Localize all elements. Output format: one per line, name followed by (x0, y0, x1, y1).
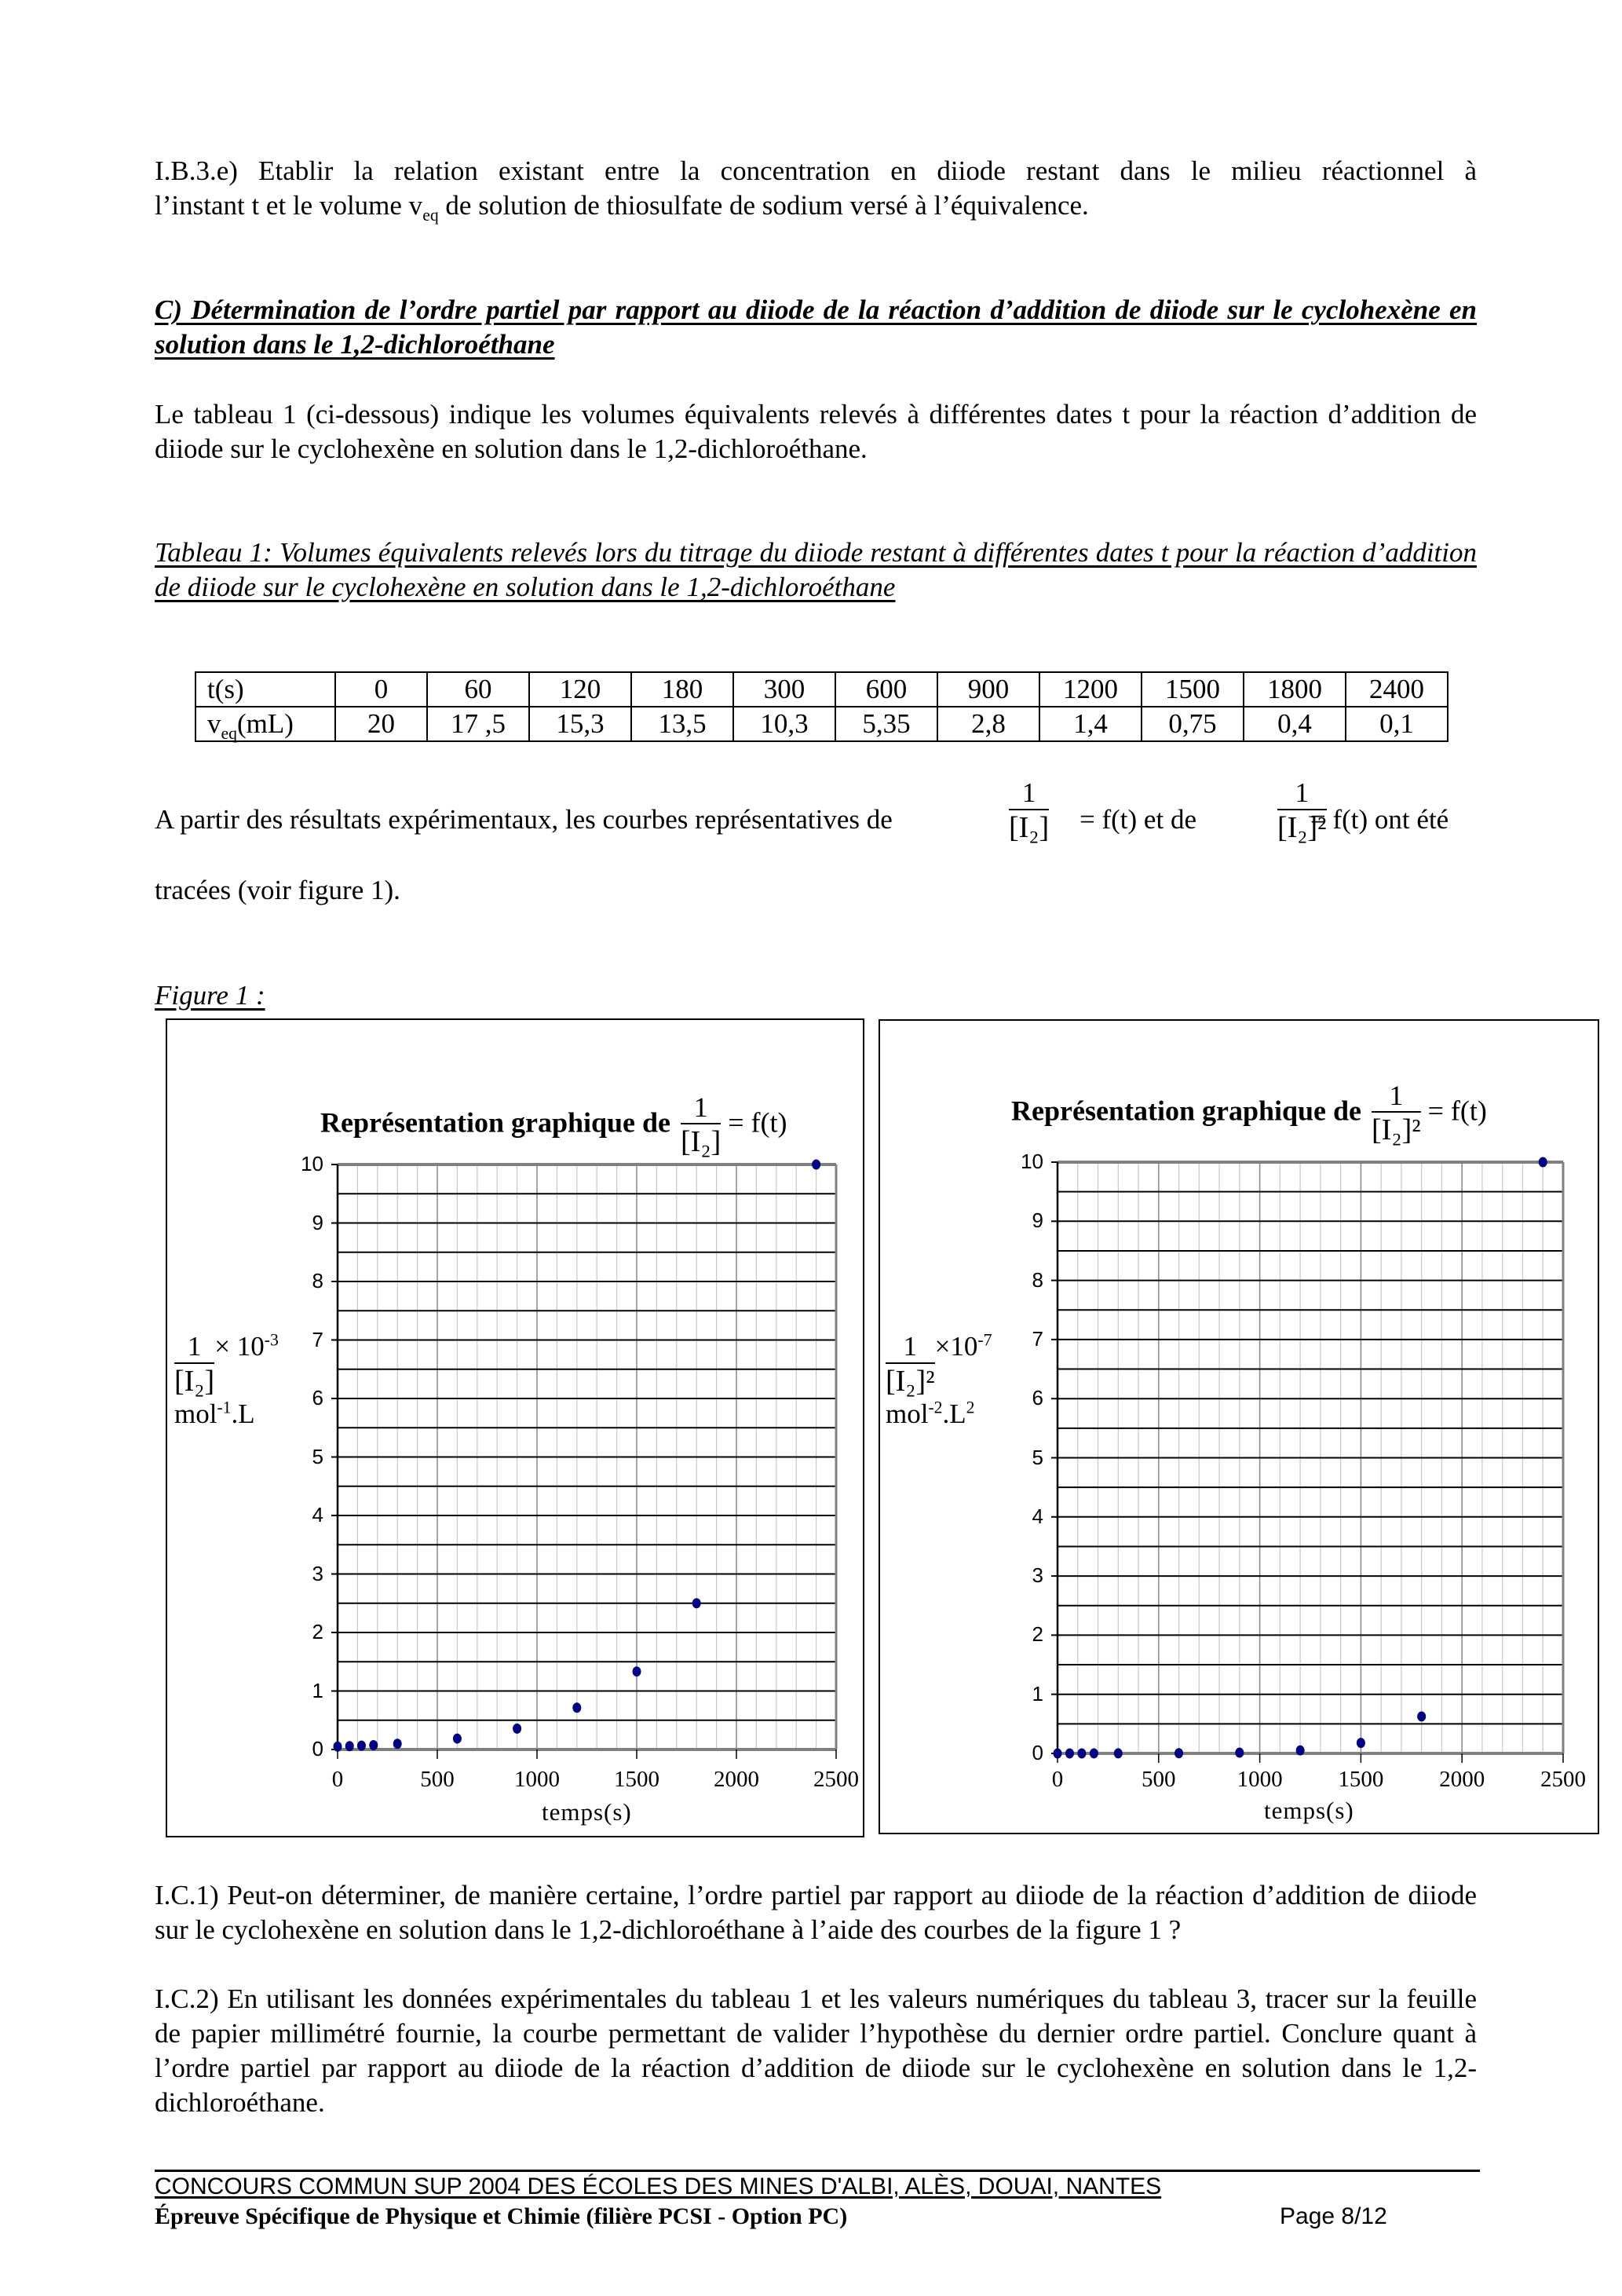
y-tick-label: 1 (1032, 1681, 1043, 1706)
x-tick-label: 1500 (614, 1767, 659, 1792)
data-point (1417, 1711, 1426, 1721)
section-heading: C) Détermination de l’ordre partiel par rapport au diiode de la réaction d’addition de diiode sur le cyclohexène en solution dans le 1,2-dichloroéthane (155, 294, 1477, 360)
data-point (1174, 1748, 1183, 1758)
chart2-xlabel: temps(s) (1264, 1797, 1354, 1824)
table-cell-veq: 0,75 (1142, 707, 1244, 741)
table-cell-t: 1500 (1142, 672, 1244, 707)
y-tick-label: 10 (301, 1152, 323, 1175)
data-point (1054, 1748, 1062, 1758)
table-cell-t: 300 (733, 672, 835, 707)
footer-divider (155, 2170, 1480, 2172)
x-tick-label: 500 (420, 1767, 455, 1792)
y-tick-label: 5 (1032, 1445, 1043, 1469)
footer-contest: CONCOURS COMMUN SUP 2004 DES ÉCOLES DES MINES D'ALBI, ALÈS, DOUAI, NANTES (155, 2174, 1162, 2199)
table-cell-t: 1200 (1039, 672, 1142, 707)
question-IC1: I.C.1) Peut-on déterminer, de manière certaine, l’ordre partiel par rapport au diiode de la réaction d’addition de diiode sur le cyclohexène en solution dans le 1,2-dichloroéthane à l’aide des courbes de la figure 1 ? (155, 1880, 1477, 1945)
y-tick-label: 7 (1032, 1326, 1043, 1351)
table-cell-t: 2400 (1346, 672, 1448, 707)
x-tick-label: 2500 (1540, 1767, 1586, 1792)
table-cell-veq: 17 ,5 (427, 707, 529, 741)
y-tick-label: 4 (312, 1503, 323, 1526)
x-tick-label: 500 (1142, 1767, 1176, 1792)
subscript-eq: eq (422, 206, 439, 225)
data-point (1296, 1746, 1305, 1756)
table-cell-t: 0 (335, 672, 427, 707)
curves-paragraph-line2: tracées (voir figure 1). (155, 875, 400, 905)
table-cell-t: 900 (937, 672, 1039, 707)
table-cell-t: 180 (631, 672, 733, 707)
data-point (1114, 1748, 1123, 1758)
question-text-line2: l’instant t et le volume v (155, 190, 423, 221)
table-cell-veq: 0,4 (1244, 707, 1346, 741)
chart1-xlabel: temps(s) (542, 1798, 632, 1826)
footer-exam: Épreuve Spécifique de Physique et Chimie (filière PCSI - Option PC) (155, 2203, 848, 2229)
x-tick-label: 0 (1051, 1767, 1064, 1792)
row-header-t: t(s) (195, 672, 335, 707)
y-tick-label: 7 (312, 1327, 323, 1351)
chart2-title: Représentation graphique de $\frac{1}{\text{[I₂]²}}$ = f(t) (1011, 1080, 1487, 1146)
table-cell-veq: 15,3 (529, 707, 631, 741)
table-cell-t: 600 (835, 672, 937, 707)
y-tick-label: 2 (312, 1620, 323, 1643)
y-tick-label: 8 (1032, 1267, 1043, 1292)
y-tick-label: 6 (1032, 1386, 1043, 1410)
data-point (1235, 1748, 1244, 1758)
y-tick-label: 2 (1032, 1622, 1043, 1647)
question-text-line2b: de solution de thiosulfate de sodium versé à l’équivalence. (438, 190, 1089, 221)
data-point (1077, 1748, 1086, 1758)
curves-text-part3: = f(t) ont été (1310, 804, 1449, 835)
y-tick-label: 1 (312, 1678, 323, 1702)
question-IC2: I.C.2) En utilisant les données expérimentales du tableau 1 et les valeurs numériques du tableau 3, tracer sur la feuille de papier millimétré fournie, la courbe permettant de valider l’hypothèse du dernier ordre partiel. Conclure quant à l’ordre partiel par rapport au diiode de la réaction d’addition de diiode sur le cyclohexène en solution dans le 1,2-dichloroéthane. (155, 1983, 1477, 2118)
chart1-ylabel: $\frac{1}{\text{[I₂]}}$ × $10^{-3}$ mol$^{-1}$.L (174, 1330, 279, 1429)
fraction-inverse-I2: $\frac{1}{\text{[I₂]}}$ (1009, 777, 1050, 844)
row-header-veq: $v_{eq}(mL)$ (195, 707, 335, 741)
x-tick-label: 2500 (813, 1767, 859, 1792)
table-caption: Tableau 1: Volumes équivalents relevés lors du titrage du diiode restant à différentes dates t pour la réaction d’addition de diiode sur le cyclohexène en solution dans le 1,2-dichloroéthane (155, 537, 1477, 602)
table-cell-t: 60 (427, 672, 529, 707)
table-cell-veq: 1,4 (1039, 707, 1142, 741)
table-cell-veq: 13,5 (631, 707, 733, 741)
table-cell-t: 1800 (1244, 672, 1346, 707)
y-tick-label: 3 (312, 1561, 323, 1585)
y-tick-label: 9 (1032, 1208, 1043, 1233)
intro-paragraph: Le tableau 1 (ci-dessous) indique les volumes équivalents relevés à différentes dates t pour la réaction d’addition de diiode sur le cyclohexène en solution dans le 1,2-dichloroéthane. (155, 399, 1477, 464)
chart1-title: Représentation graphique de $\frac{1}{\text{[I₂]}}$ = f(t) (320, 1091, 787, 1158)
curves-text-part2: = f(t) et de (1080, 804, 1196, 835)
x-tick-label: 2000 (714, 1767, 759, 1792)
table-cell-veq: 0,1 (1346, 707, 1448, 741)
x-tick-label: 1500 (1338, 1767, 1384, 1792)
y-tick-label: 0 (1032, 1741, 1043, 1764)
x-tick-label: 0 (331, 1767, 344, 1792)
fraction-inverse-I2-squared: $\frac{1}{\text{[I₂]²}}$ (1277, 777, 1327, 844)
chart2-ylabel: $\frac{1}{\text{[I₂]²}}$ $\times 10^{-7}$ $mol^{-2}.L^2$ (886, 1330, 992, 1429)
y-tick-label: 9 (312, 1210, 323, 1234)
y-tick-label: 8 (312, 1269, 323, 1292)
page-number: Page 8/12 (1280, 2203, 1387, 2229)
data-point (1090, 1748, 1098, 1758)
table-cell-t: 120 (529, 672, 631, 707)
figure-label: Figure 1 : (155, 980, 265, 1011)
x-tick-label: 1000 (514, 1767, 560, 1792)
table-cell-veq: 10,3 (733, 707, 835, 741)
y-tick-label: 3 (1032, 1563, 1043, 1588)
y-tick-label: 10 (1021, 1150, 1043, 1173)
y-tick-label: 0 (312, 1737, 323, 1760)
x-tick-label: 1000 (1237, 1767, 1283, 1792)
data-point (1357, 1738, 1365, 1748)
table-cell-veq: 2,8 (937, 707, 1039, 741)
table-cell-veq: 20 (335, 707, 427, 741)
data-point (1539, 1157, 1547, 1168)
y-tick-label: 6 (312, 1386, 323, 1409)
y-tick-label: 5 (312, 1444, 323, 1468)
curves-text-part1: A partir des résultats expérimentaux, les courbes représentatives de (155, 804, 893, 835)
y-tick-label: 4 (1032, 1504, 1043, 1528)
question-label: I.B.3.e) (155, 155, 238, 186)
question-text-line1: Etablir la relation existant entre la concentration en diiode restant dans le milieu réactionnel à (258, 155, 1478, 186)
x-tick-label: 2000 (1439, 1767, 1485, 1792)
table-cell-veq: 5,35 (835, 707, 937, 741)
data-point (1065, 1748, 1074, 1758)
